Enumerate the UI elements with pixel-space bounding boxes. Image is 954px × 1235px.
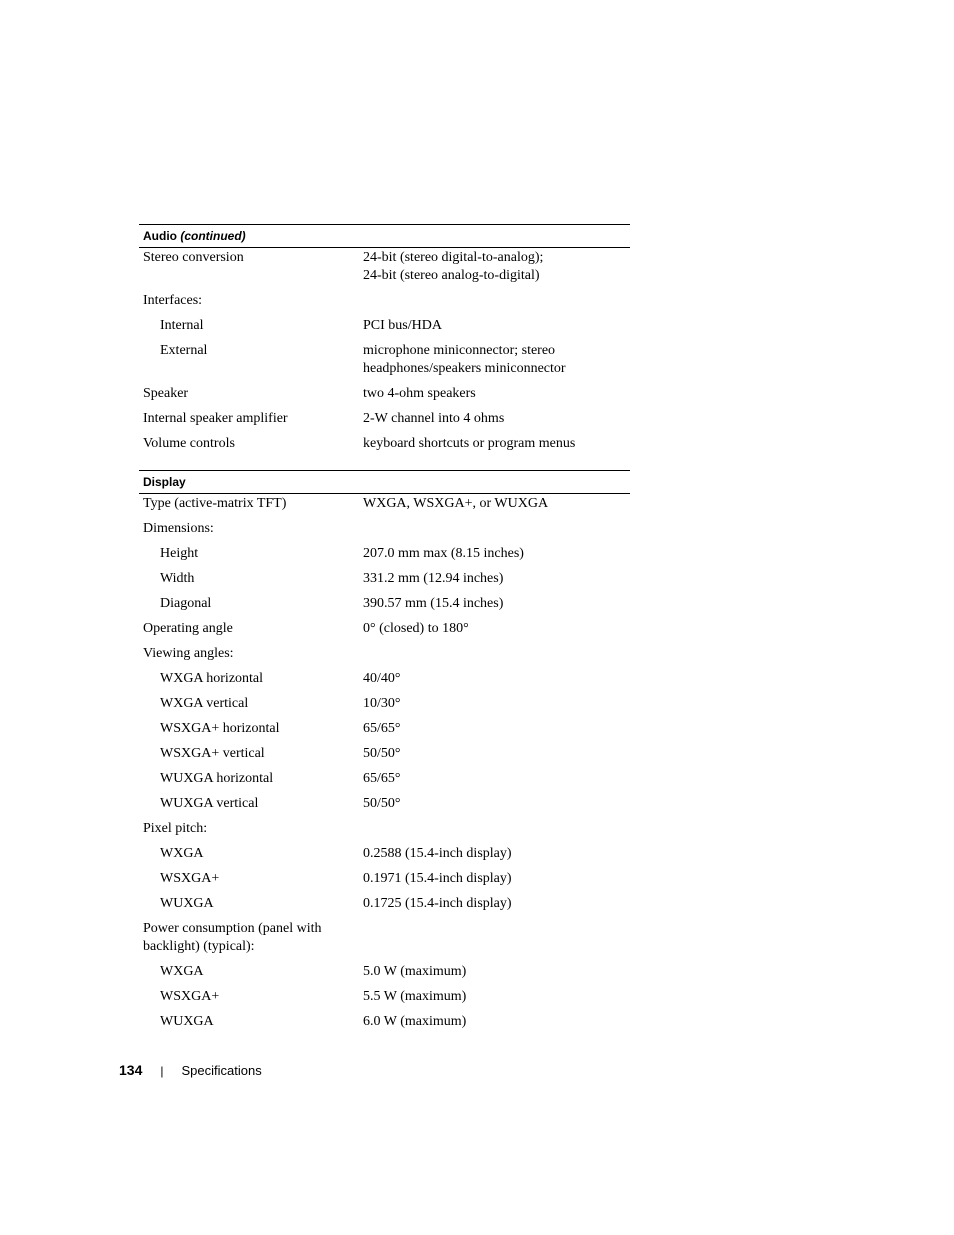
spec-value: WXGA, WSXGA+, or WUXGA [363, 496, 549, 511]
page-footer [119, 1062, 262, 1079]
spec-value: 50/50° [363, 746, 401, 761]
spec-label [139, 820, 363, 838]
spec-value: 6.0 W (maximum) [363, 1014, 467, 1029]
spec-value-line: microphone miniconnector; stereo [363, 343, 556, 358]
spec-label [139, 645, 363, 663]
spec-value [363, 820, 630, 838]
audio-section-header [139, 224, 630, 248]
spec-value-line: PCI bus/HDA [363, 318, 442, 333]
spec-label-line: WXGA vertical [160, 696, 249, 711]
table-row [139, 645, 630, 663]
spec-value: 0.2588 (15.4-inch display) [363, 846, 512, 861]
table-row [139, 920, 630, 956]
spec-value: 390.57 mm (15.4 inches) [363, 596, 504, 611]
display-spec-table [139, 470, 630, 1038]
spec-label [139, 845, 363, 863]
spec-label-line: WUXGA vertical [160, 796, 259, 811]
spec-value [363, 317, 630, 335]
spec-value: 10/30° [363, 696, 401, 711]
spec-label [139, 1013, 363, 1031]
spec-label [139, 870, 363, 888]
spec-value: 0° (closed) to 180° [363, 621, 469, 636]
table-row [139, 845, 630, 863]
display-section-title: Display [143, 475, 186, 489]
spec-value [363, 520, 630, 538]
spec-label [139, 670, 363, 688]
spec-value-line: headphones/speakers miniconnector [363, 361, 566, 376]
table-row [139, 870, 630, 888]
spec-label-line: WXGA horizontal [160, 671, 264, 686]
spec-label-line: WSXGA+ [160, 871, 220, 886]
spec-label: Internal speaker amplifier [143, 411, 288, 426]
continued-label: (continued) [180, 229, 246, 243]
table-row [139, 988, 630, 1006]
spec-label: Stereo conversion [143, 250, 244, 265]
spec-label-line: Power consumption (panel with [143, 921, 322, 936]
spec-label [139, 595, 363, 613]
spec-value-line: 24-bit (stereo digital-to-analog); [363, 250, 544, 265]
table-row [139, 570, 630, 588]
spec-label-line: WXGA [160, 964, 204, 979]
spec-value: 0.1971 (15.4-inch display) [363, 871, 512, 886]
spec-value: 65/65° [363, 721, 401, 736]
footer-separator: | [160, 1064, 164, 1078]
table-row [139, 670, 630, 688]
spec-value: 5.5 W (maximum) [363, 989, 467, 1004]
spec-label-line: Diagonal [160, 596, 212, 611]
spec-label-line: Height [160, 546, 199, 561]
spec-label-line: Dimensions: [143, 521, 214, 536]
spec-value [363, 410, 630, 428]
spec-value: 331.2 mm (12.94 inches) [363, 571, 504, 586]
table-row [139, 410, 630, 428]
table-row [139, 520, 630, 538]
spec-value [363, 920, 630, 956]
spec-value: 65/65° [363, 771, 401, 786]
spec-label [139, 620, 363, 638]
spec-label: Volume controls [143, 436, 235, 451]
spec-label [139, 963, 363, 981]
spec-label-line: WUXGA horizontal [160, 771, 274, 786]
table-row [139, 342, 630, 378]
spec-label-line: Viewing angles: [143, 646, 234, 661]
table-row [139, 595, 630, 613]
table-row [139, 249, 630, 285]
table-row [139, 292, 630, 310]
spec-label [139, 495, 363, 513]
spec-value: 40/40° [363, 671, 401, 686]
spec-value [363, 385, 630, 403]
spec-label-line: Type (active-matrix TFT) [143, 496, 287, 511]
spec-label-line: WUXGA [160, 1014, 214, 1029]
spec-label-line: Operating angle [143, 621, 233, 636]
audio-section-title: Audio [143, 229, 177, 243]
spec-label: External [160, 343, 208, 358]
spec-value [363, 249, 630, 285]
spec-label: Internal [160, 318, 204, 333]
spec-label-line: WSXGA+ horizontal [160, 721, 280, 736]
spec-value [363, 342, 630, 378]
spec-value [363, 292, 630, 310]
spec-label-line: WSXGA+ [160, 989, 220, 1004]
audio-rows [139, 248, 630, 453]
table-row [139, 820, 630, 838]
spec-value: 5.0 W (maximum) [363, 964, 467, 979]
spec-label [139, 695, 363, 713]
spec-value [363, 645, 630, 663]
spec-value-line: two 4-ohm speakers [363, 386, 476, 401]
spec-label-line: WUXGA [160, 896, 214, 911]
spec-label [139, 545, 363, 563]
spec-value: 50/50° [363, 796, 401, 811]
display-rows [139, 494, 630, 1031]
spec-label [139, 795, 363, 813]
spec-value-line: 2-W channel into 4 ohms [363, 411, 505, 426]
spec-label [139, 895, 363, 913]
table-row [139, 435, 630, 453]
spec-value [363, 435, 630, 453]
page-number: 134 [119, 1062, 143, 1078]
spec-label-line: Pixel pitch: [143, 821, 208, 836]
table-row [139, 495, 630, 513]
table-row [139, 1013, 630, 1031]
table-row [139, 720, 630, 738]
table-row [139, 745, 630, 763]
spec-label [139, 920, 363, 956]
spec-value-line: keyboard shortcuts or program menus [363, 436, 576, 451]
spec-label [139, 720, 363, 738]
table-row [139, 620, 630, 638]
table-row [139, 695, 630, 713]
spec-label [139, 570, 363, 588]
footer-section-name: Specifications [181, 1063, 262, 1078]
table-row [139, 545, 630, 563]
spec-label-line: Width [160, 571, 195, 586]
table-row [139, 385, 630, 403]
audio-spec-table [139, 224, 630, 460]
table-row [139, 317, 630, 335]
spec-label: Interfaces: [143, 293, 203, 308]
spec-value-line: 24-bit (stereo analog-to-digital) [363, 268, 540, 283]
spec-label: Speaker [143, 386, 189, 401]
table-row [139, 963, 630, 981]
table-row [139, 895, 630, 913]
spec-label-line: WXGA [160, 846, 204, 861]
spec-value: 0.1725 (15.4-inch display) [363, 896, 512, 911]
display-section-header [139, 470, 630, 494]
table-row [139, 770, 630, 788]
spec-label [139, 745, 363, 763]
spec-value: 207.0 mm max (8.15 inches) [363, 546, 524, 561]
spec-label [139, 520, 363, 538]
table-row [139, 795, 630, 813]
spec-label-line: backlight) (typical): [143, 939, 255, 954]
spec-label [139, 988, 363, 1006]
spec-label [139, 770, 363, 788]
spec-label-line: WSXGA+ vertical [160, 746, 265, 761]
